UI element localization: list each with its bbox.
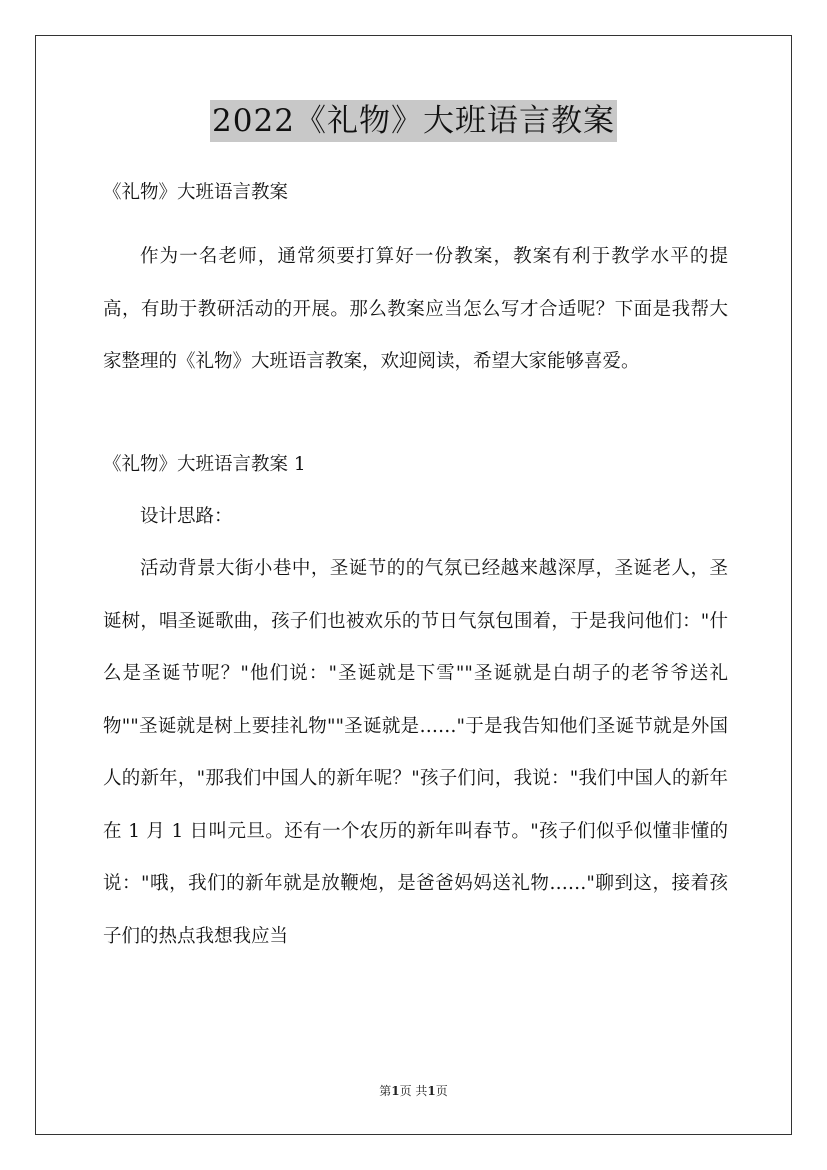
page-current-number: 1 [391,1084,400,1098]
page-prefix: 第 [379,1084,392,1098]
section-spacer [103,389,728,447]
page-footer [0,1082,827,1099]
design-label: 设计思路： [140,505,233,527]
page-mid: 页 共 [399,1084,428,1098]
body-paragraph: 活动背景大街小巷中，圣诞节的的气氛已经越来越深厚，圣诞老人，圣诞树，唱圣诞歌曲，孩子们也被欢乐的节日气氛包围着，于是我问他们："什么是圣诞节呢？"他们说："圣诞就是下雪""圣诞就是白胡子的老爷爷送礼物""圣诞就是树上要挂礼物""圣诞就是……"于是我告知他们圣诞节就是外国人的新年，"那我们中国人的新年呢？"孩子们问，我说："我们中国人的新年在 1 月 1 日叫元旦。还有一个农历的新年叫春节。"孩子们似乎似懂非懂的说："哦，我们的新年就是放鞭炮，是爸爸妈妈送礼物……"聊到这，接着孩子们的热点我想我应当 [103,558,728,947]
title-container [0,100,827,142]
page-total-number: 1 [427,1084,436,1098]
intro-paragraph: 作为一名老师，通常须要打算好一份教案，教案有利于教学水平的提高，有助于教研活动的开展。那么教案应当怎么写才合适呢？下面是我帮大家整理的《礼物》大班语言教案，欢迎阅读，希望大家能够喜爱。 [103,246,728,372]
section-heading: 《礼物》大班语言教案 1 [103,453,306,475]
document-title: 2022《礼物》大班语言教案 [210,100,617,142]
document-subtitle: 《礼物》大班语言教案 [103,182,289,203]
document-body [103,175,728,963]
page-suffix: 页 [435,1084,448,1098]
